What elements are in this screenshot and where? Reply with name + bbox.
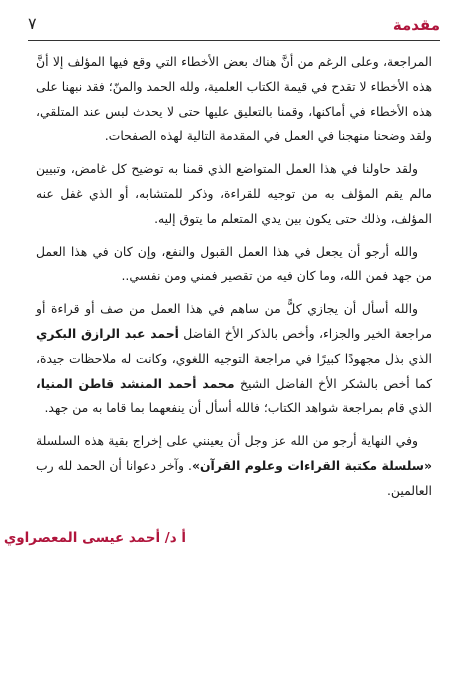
page-number: ٧ — [28, 14, 37, 33]
series-title: «سلسلة مكتبة القراءات وعلوم القرآن» — [191, 457, 432, 473]
paragraph-text: وفي النهاية أرجو من الله عز وجل أن يعينني على إخراج بقية هذه السلسلة — [36, 433, 418, 449]
paragraph-text: . وآخر دعوانا أن الحمد لله رب العالمين. — [36, 457, 432, 498]
page-header — [28, 12, 440, 38]
highlighted-name: محمد أحمد المنشد قاطن المنيا، — [36, 375, 235, 391]
paragraph-text: ولقد حاولنا في هذا العمل المتواضع الذي قمنا به توضيح كل غامض، وتبيين مالم يقم المؤلف به من توجيه للقراءة، وذكر للمتشابه، أو الذي غفل عنه المؤلف، وذلك حتى يكون بين يدي المتعلم ما يتوق إليه. — [36, 161, 432, 226]
paragraph-2 — [36, 157, 432, 231]
page-body — [36, 50, 432, 512]
highlighted-name: أحمد عبد الرازق البكري — [36, 325, 179, 341]
paragraph-text: الذي بذل مجهودًا كبيرًا في مراجعة التوجيه اللغوي، وكانت له ملاحظات جيدة، كما أخص بالشكر الأخ الفاضل الشيخ — [36, 350, 433, 391]
paragraph-5 — [36, 429, 432, 503]
header-divider — [28, 40, 440, 41]
paragraph-text: الذي قام بمراجعة شواهد الكتاب؛ فالله أسأل أن ينفعهما بما قاما به من جهد. — [44, 400, 432, 416]
paragraph-text: والله أرجو أن يجعل في هذا العمل القبول والنفع، وإن كان في هذا العمل من جهد فمن الله، وما كان فيه من تقصير فمني ومن نفسي.. — [36, 243, 432, 284]
paragraph-1 — [36, 50, 432, 149]
paragraph-4 — [36, 297, 432, 421]
author-signature: أ د/ أحمد عيسى المعصراوي — [3, 530, 186, 546]
chapter-title: مقدمة — [392, 16, 440, 34]
paragraph-text: والله أسأل أن يجازي كلًّ من ساهم في هذا العمل من صف أو قراءة أو مراجعة الخير والجزاء، وأخص بالذكر الأخ الفاضل — [36, 301, 432, 341]
paragraph-3 — [36, 240, 432, 290]
paragraph-text: المراجعة، وعلى الرغم من أنَّ هناك بعض الأخطاء التي وقع فيها المؤلف إلا أنَّ هذه الأخطاء لا تقدح في قيمة الكتاب العلمية، ولله الحمد والمنّ؛ فقد نبهنا على هذه الأخطاء في أماكنها، وقمنا بالتعليق عليها حتى لا يحدث لبس عند المتلقي، ولقد وضحنا منهجنا في العمل في المقدمة التالية لهذه الصفحات. — [36, 54, 432, 144]
